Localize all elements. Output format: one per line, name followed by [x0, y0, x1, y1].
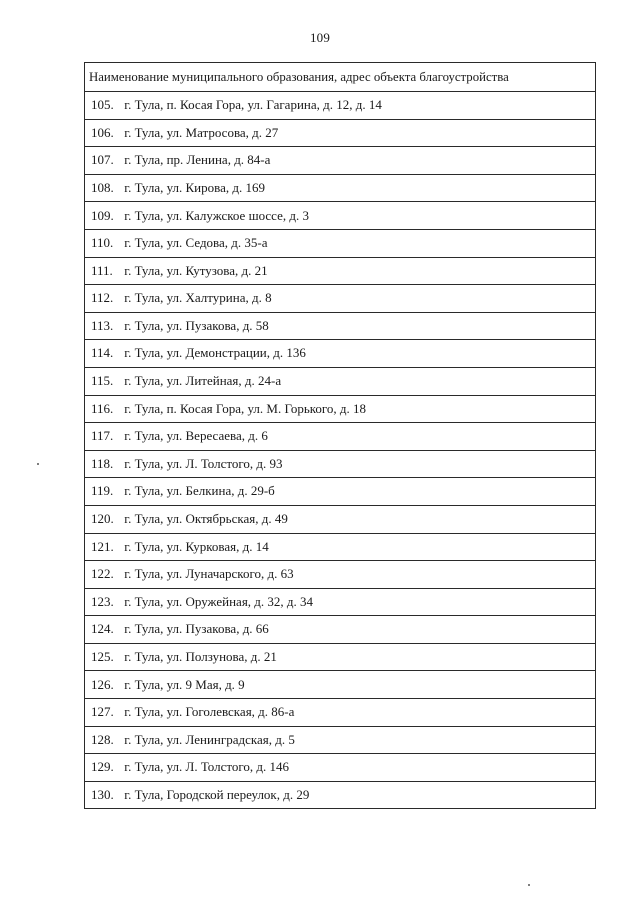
table-row — [85, 367, 596, 395]
page-number: 109 — [309, 30, 331, 45]
row-number: 120. — [91, 511, 114, 527]
row-number: 118. — [91, 455, 114, 471]
table-row — [85, 423, 596, 451]
table-row — [85, 726, 596, 754]
address-cell — [85, 699, 596, 727]
address-cell — [85, 561, 596, 589]
row-number: 122. — [91, 566, 114, 582]
address-cell — [85, 174, 596, 202]
table-row — [85, 671, 596, 699]
table-row — [85, 119, 596, 147]
row-number: 127. — [91, 704, 114, 720]
row-number: 125. — [91, 649, 114, 665]
row-address: г. Тула, п. Косая Гора, ул. М. Горького, д. 18 — [124, 400, 367, 416]
table-body — [85, 92, 596, 809]
row-address: г. Тула, ул. Пузакова, д. 58 — [124, 317, 269, 333]
table-row — [85, 643, 596, 671]
row-number: 109. — [91, 207, 114, 223]
address-cell — [85, 367, 596, 395]
row-number: 121. — [91, 538, 114, 554]
row-address: г. Тула, ул. Литейная, д. 24-а — [124, 373, 282, 389]
address-cell — [85, 754, 596, 782]
table-row — [85, 340, 596, 368]
row-address: г. Тула, пр. Ленина, д. 84-а — [124, 152, 271, 168]
row-address: г. Тула, ул. Оружейная, д. 32, д. 34 — [124, 593, 314, 609]
table-row — [85, 202, 596, 230]
row-address: г. Тула, Городской переулок, д. 29 — [124, 786, 310, 802]
table-header-row — [85, 63, 596, 92]
row-address: г. Тула, ул. Калужское шоссе, д. 3 — [124, 207, 309, 223]
table-row — [85, 699, 596, 727]
row-number: 110. — [91, 235, 114, 251]
address-cell — [85, 229, 596, 257]
scan-speck — [528, 884, 530, 886]
address-cell — [85, 119, 596, 147]
row-address: г. Тула, ул. Ленинградская, д. 5 — [124, 731, 295, 747]
table-row — [85, 285, 596, 313]
table-header: Наименование муниципального образования, адрес объекта благоустройства — [85, 63, 596, 92]
address-cell — [85, 450, 596, 478]
row-number: 107. — [91, 152, 114, 168]
table-row — [85, 616, 596, 644]
table-row — [85, 561, 596, 589]
address-cell — [85, 478, 596, 506]
table-row — [85, 588, 596, 616]
address-cell — [85, 671, 596, 699]
row-address: г. Тула, ул. Кутузова, д. 21 — [124, 262, 268, 278]
address-cell — [85, 423, 596, 451]
row-address: г. Тула, ул. 9 Мая, д. 9 — [124, 676, 245, 692]
address-cell — [85, 312, 596, 340]
table-row — [85, 312, 596, 340]
row-number: 117. — [91, 428, 114, 444]
row-number: 114. — [91, 345, 114, 361]
row-address: г. Тула, ул. Гоголевская, д. 86-а — [124, 704, 295, 720]
row-address: г. Тула, ул. Халтурина, д. 8 — [124, 290, 272, 306]
row-number: 106. — [91, 124, 114, 140]
table-row — [85, 533, 596, 561]
row-number: 115. — [91, 373, 114, 389]
row-number: 124. — [91, 621, 114, 637]
address-cell — [85, 533, 596, 561]
table-row — [85, 754, 596, 782]
row-number: 108. — [91, 179, 114, 195]
row-address: г. Тула, ул. Вересаева, д. 6 — [124, 428, 268, 444]
address-cell — [85, 616, 596, 644]
row-address: г. Тула, ул. Кирова, д. 169 — [124, 179, 265, 195]
row-address: г. Тула, ул. Ползунова, д. 21 — [124, 649, 277, 665]
address-cell — [85, 257, 596, 285]
table-row — [85, 505, 596, 533]
row-address: г. Тула, п. Косая Гора, ул. Гагарина, д. 12, д. 14 — [124, 97, 382, 113]
row-number: 129. — [91, 759, 114, 775]
row-number: 128. — [91, 731, 114, 747]
address-cell — [85, 726, 596, 754]
table-row — [85, 257, 596, 285]
row-number: 111. — [91, 262, 113, 278]
address-cell — [85, 147, 596, 175]
row-number: 126. — [91, 676, 114, 692]
table-row — [85, 229, 596, 257]
row-address: г. Тула, ул. Л. Толстого, д. 146 — [124, 759, 290, 775]
row-number: 113. — [91, 317, 114, 333]
table-row — [85, 92, 596, 120]
address-cell — [85, 395, 596, 423]
table-row — [85, 781, 596, 809]
row-number: 105. — [91, 97, 114, 113]
row-address: г. Тула, ул. Курковая, д. 14 — [124, 538, 269, 554]
address-cell — [85, 643, 596, 671]
row-address: г. Тула, ул. Белкина, д. 29-б — [124, 483, 275, 499]
address-cell — [85, 781, 596, 809]
row-address: г. Тула, ул. Пузакова, д. 66 — [124, 621, 269, 637]
row-number: 116. — [91, 400, 114, 416]
row-number: 130. — [91, 786, 114, 802]
table-row — [85, 174, 596, 202]
address-cell — [85, 92, 596, 120]
row-number: 112. — [91, 290, 114, 306]
address-cell — [85, 202, 596, 230]
address-cell — [85, 340, 596, 368]
row-address: г. Тула, ул. Матросова, д. 27 — [124, 124, 279, 140]
table-row — [85, 450, 596, 478]
address-cell — [85, 588, 596, 616]
address-cell — [85, 505, 596, 533]
row-address: г. Тула, ул. Луначарского, д. 63 — [124, 566, 294, 582]
row-number: 123. — [91, 593, 114, 609]
scan-speck — [37, 463, 39, 465]
table-row — [85, 478, 596, 506]
row-number: 119. — [91, 483, 114, 499]
row-address: г. Тула, ул. Л. Толстого, д. 93 — [124, 455, 283, 471]
address-table — [84, 62, 596, 809]
table-row — [85, 395, 596, 423]
row-address: г. Тула, ул. Октябрьская, д. 49 — [124, 511, 288, 527]
row-address: г. Тула, ул. Седова, д. 35-а — [124, 235, 268, 251]
address-cell — [85, 285, 596, 313]
table-row — [85, 147, 596, 175]
row-address: г. Тула, ул. Демонстрации, д. 136 — [124, 345, 306, 361]
